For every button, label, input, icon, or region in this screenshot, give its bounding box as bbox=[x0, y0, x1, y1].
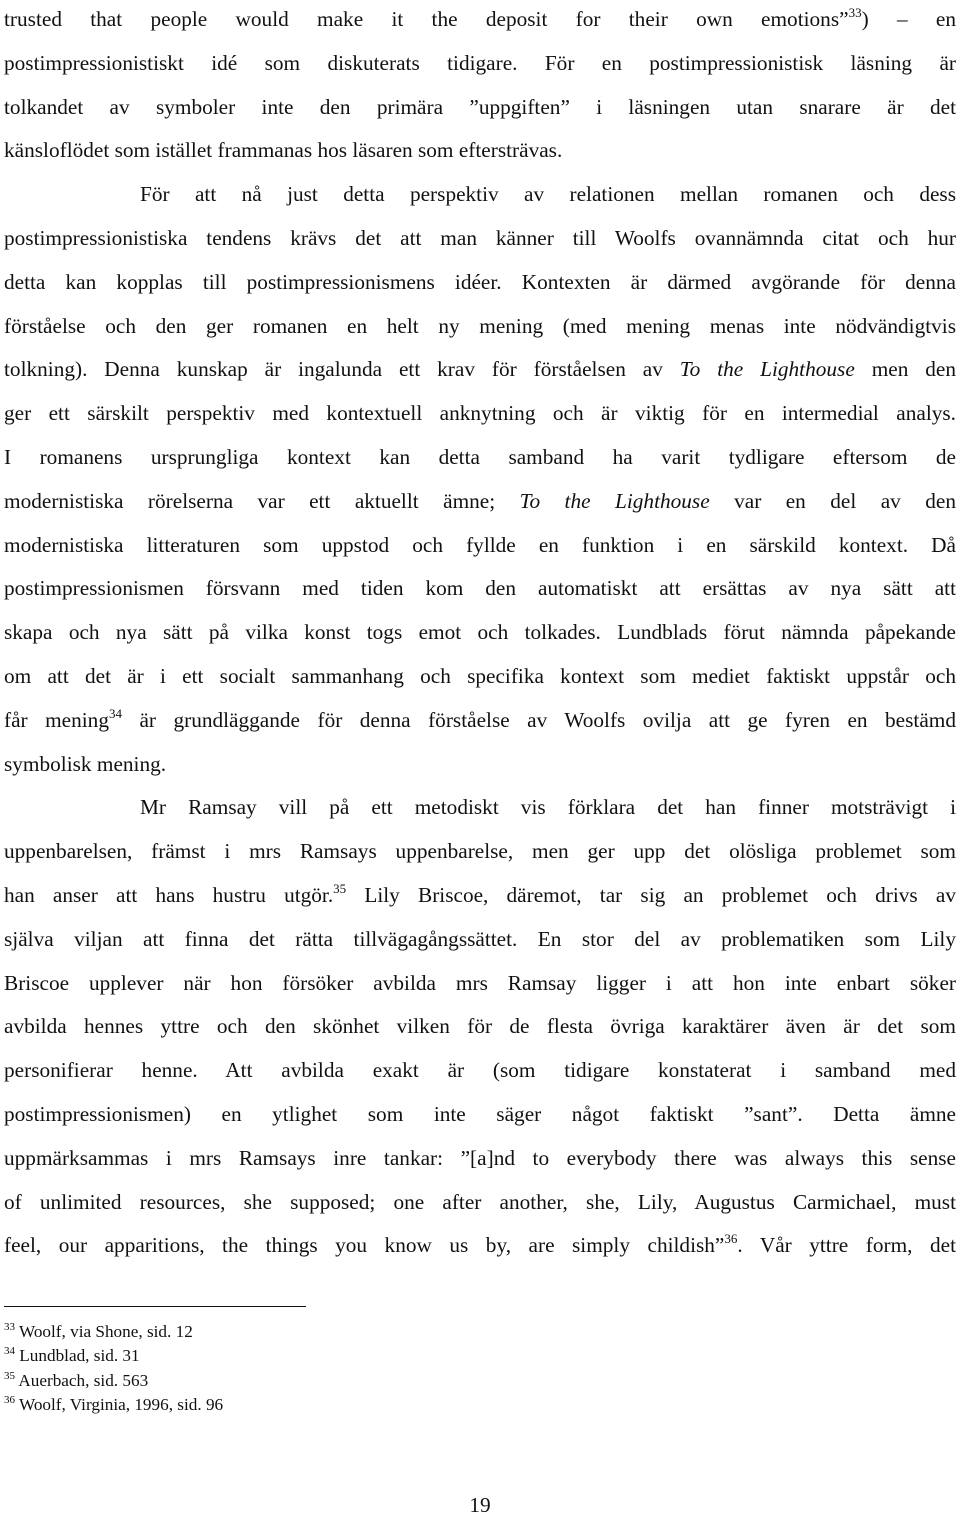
text-span: tolkandet av symboler inte den primära ”uppgiften” i läsningen utan snarare är det bbox=[4, 94, 956, 119]
text-span: Mr Ramsay vill på ett metodiskt vis förklara det han finner motsträvigt i bbox=[140, 795, 956, 820]
text-span: trusted that people would make it the deposit for their own emotions” bbox=[4, 7, 849, 31]
text-span: känsloflödet som istället frammanas hos läsaren som eftersträvas. bbox=[4, 138, 563, 163]
text-line bbox=[4, 530, 956, 560]
text-span: uppenbarelsen, främst i mrs Ramsays uppenbarelse, men ger upp det olösliga problemet som bbox=[4, 839, 956, 864]
footnote-reference: 36 bbox=[724, 1231, 738, 1247]
footnote-number: 33 bbox=[4, 1321, 15, 1333]
text-span: Briscoe upplever när hon försöker avbilda mrs Ramsay ligger i att hon inte enbart söker bbox=[4, 970, 956, 995]
text-line bbox=[4, 617, 956, 647]
text-line bbox=[4, 4, 956, 34]
text-line bbox=[4, 661, 956, 691]
text-line bbox=[4, 398, 956, 428]
text-line bbox=[140, 792, 956, 822]
text-line bbox=[4, 968, 956, 998]
text-span: skapa och nya sätt på vilka konst togs emot och tolkades. Lundblads förut nämnda påpekande bbox=[4, 620, 956, 645]
text-line bbox=[4, 267, 956, 297]
text-span: För att nå just detta perspektiv av relationen mellan romanen och dess bbox=[140, 182, 956, 207]
text-span: detta kan kopplas till postimpressionismens idéer. Kontexten är därmed avgörande för denna bbox=[4, 269, 956, 294]
text-span: I romanens ursprungliga kontext kan detta samband ha varit tydligare eftersom de bbox=[4, 445, 956, 469]
text-span: postimpressionismen försvann med tiden kom den automatiskt att ersättas av nya sätt att bbox=[4, 576, 956, 601]
text-span: symbolisk mening. bbox=[4, 751, 167, 776]
footnote-number: 36 bbox=[4, 1393, 15, 1406]
text-line bbox=[4, 48, 956, 78]
text-line bbox=[4, 354, 956, 384]
text-line bbox=[4, 836, 956, 866]
text-line bbox=[4, 705, 956, 735]
text-line bbox=[4, 486, 956, 516]
text-span: tolkning). Denna kunskap är ingalunda ett krav för förståelsen av bbox=[4, 357, 663, 382]
book-title: To the Lighthouse bbox=[679, 357, 855, 382]
text-span: men den bbox=[871, 357, 957, 382]
text-line bbox=[4, 311, 956, 341]
text-line bbox=[4, 442, 956, 472]
text-line bbox=[140, 179, 956, 209]
footnote-separator bbox=[4, 1306, 306, 1307]
footnote-reference: 33 bbox=[848, 5, 862, 20]
text-span: om att det är i ett socialt sammanhang och specifika kontext som mediet faktiskt uppstår och bbox=[4, 664, 956, 688]
page-number: 19 bbox=[469, 1493, 491, 1517]
footnote-reference: 35 bbox=[333, 881, 347, 896]
footnote-number: 35 bbox=[4, 1369, 15, 1382]
text-line bbox=[4, 92, 956, 122]
footnote bbox=[4, 1345, 140, 1367]
text-span: får mening bbox=[4, 707, 109, 732]
text-line bbox=[4, 1011, 956, 1041]
text-line bbox=[4, 880, 956, 910]
text-span: postimpressionistiska tendens krävs det att man känner till Woolfs ovannämnda citat och hur bbox=[4, 226, 956, 250]
text-line bbox=[4, 1143, 956, 1173]
text-span: postimpressionistiskt idé som diskuterats tidigare. För en postimpressionistisk läsning är bbox=[4, 50, 956, 75]
text-span: of unlimited resources, she supposed; one after another, she, Lily, Augustus Carmichael, must bbox=[4, 1189, 956, 1214]
text-span: själva viljan att finna det rätta tillvägagångssättet. En stor del av problematiken som Lily bbox=[4, 926, 956, 951]
text-span: personifierar henne. Att avbilda exakt är (som tidigare konstaterat i samband med bbox=[4, 1058, 956, 1083]
text-span: avbilda hennes yttre och den skönhet vilken för de flesta övriga karaktärer även är det som bbox=[4, 1014, 956, 1039]
text-span: han anser att hans hustru utgör. bbox=[4, 883, 334, 907]
text-span: postimpressionismen) en ytlighet som inte säger något faktiskt ”sant”. Detta ämne bbox=[4, 1102, 956, 1126]
footnote-reference: 34 bbox=[108, 705, 122, 721]
text-span: modernistiska rörelserna var ett aktuellt ämne; bbox=[4, 488, 496, 513]
footnote bbox=[4, 1321, 193, 1343]
text-span: uppmärksammas i mrs Ramsays inre tankar: ”[a]nd to everybody there was always this sense bbox=[4, 1145, 956, 1170]
text-line bbox=[4, 1055, 956, 1085]
text-line bbox=[4, 223, 956, 253]
text-span: ) – en bbox=[861, 7, 956, 31]
text-span: Lily Briscoe, däremot, tar sig an problemet och drivs av bbox=[346, 883, 956, 907]
footnote-text: Lundblad, sid. 31 bbox=[15, 1346, 140, 1366]
book-title: To the Lighthouse bbox=[519, 488, 710, 513]
text-line bbox=[4, 749, 956, 779]
text-line bbox=[4, 135, 956, 165]
text-line bbox=[4, 1099, 956, 1129]
text-line bbox=[4, 924, 956, 954]
text-span: ger ett särskilt perspektiv med kontextuell anknytning och är viktig för en intermedial analys. bbox=[4, 401, 956, 426]
text-line bbox=[4, 1187, 956, 1217]
text-span: feel, our apparitions, the things you know us by, are simply childish” bbox=[4, 1233, 725, 1258]
text-span: . Vår yttre form, det bbox=[737, 1233, 956, 1258]
footnote-text: Auerbach, sid. 563 bbox=[15, 1370, 149, 1390]
text-span: förståelse och den ger romanen en helt ny mening (med mening menas inte nödvändigtvis bbox=[4, 313, 956, 338]
footnote-text: Woolf, via Shone, sid. 12 bbox=[15, 1322, 193, 1341]
text-line bbox=[4, 573, 956, 603]
text-line bbox=[4, 1230, 956, 1260]
text-span: var en del av den bbox=[734, 488, 956, 513]
footnote-number: 34 bbox=[4, 1345, 15, 1358]
footnote bbox=[4, 1394, 223, 1416]
footnote-text: Woolf, Virginia, 1996, sid. 96 bbox=[15, 1394, 224, 1414]
text-span: är grundläggande för denna förståelse av Woolfs ovilja att ge fyren en bestämd bbox=[121, 707, 956, 732]
text-span: modernistiska litteraturen som uppstod och fyllde en funktion i en särskild kontext. Då bbox=[4, 532, 956, 557]
footnote bbox=[4, 1370, 148, 1392]
